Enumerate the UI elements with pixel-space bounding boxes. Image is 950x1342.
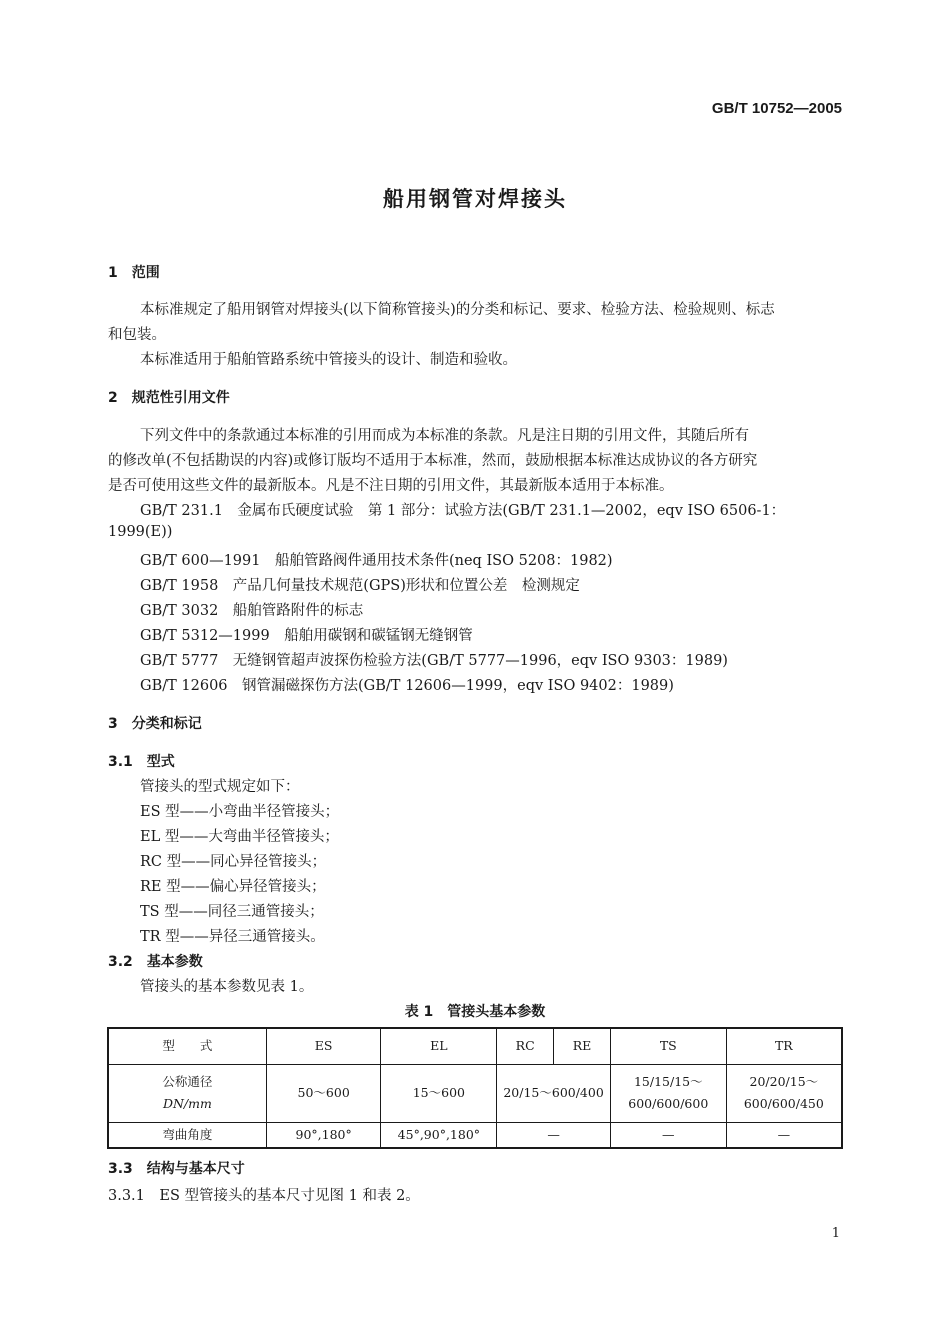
- section-3-1-heading: 3.1 型式: [108, 754, 175, 770]
- cell-angle-ts: —: [610, 1122, 726, 1148]
- type-item: TR 型——异径三通管接头。: [140, 929, 325, 945]
- type-item: RE 型——偏心异径管接头；: [140, 879, 326, 895]
- type-item: EL 型——大弯曲半径管接头；: [140, 829, 339, 845]
- reference-item: GB/T 5777 无缝钢管超声波探伤检验方法(GB/T 5777—1996，eqv ISO 9303：1989): [140, 653, 728, 669]
- section-2-intro-line-3: 是否可使用这些文件的最新版本。凡是不注日期的引用文件，其最新版本适用于本标准。: [108, 478, 674, 494]
- type-item: ES 型——小弯曲半径管接头；: [140, 804, 340, 820]
- type-item: TS 型——同径三通管接头；: [140, 904, 324, 920]
- page-number: 1: [831, 1226, 840, 1241]
- cell-dn-es: 50～600: [266, 1064, 381, 1122]
- header-tr: TR: [726, 1028, 842, 1064]
- header-el: EL: [381, 1028, 497, 1064]
- cell-dn-tr: [726, 1064, 842, 1122]
- reference-item: GB/T 600—1991 船舶管路阀件通用技术条件(neq ISO 5208：1982): [140, 553, 613, 569]
- reference-item: GB/T 1958 产品几何量技术规范(GPS)形状和位置公差 检测规定: [140, 578, 580, 594]
- reference-item: GB/T 231.1 金属布氏硬度试验 第 1 部分：试验方法(GB/T 231.1—2002，eqv ISO 6506-1：: [140, 503, 786, 519]
- cell-dn-ts-line-1: 15/15/15～: [633, 1074, 703, 1089]
- section-1-paragraph-2: 本标准适用于船舶管路系统中管接头的设计、制造和验收。: [140, 352, 517, 368]
- section-2-intro-line-1: 下列文件中的条款通过本标准的引用而成为本标准的条款。凡是注日期的引用文件，其随后所有: [140, 428, 749, 444]
- cell-angle-es: 90°,180°: [266, 1122, 381, 1148]
- row-label-dn-line-1: 公称通径: [162, 1074, 213, 1089]
- table-row-nominal-diameter: [108, 1064, 842, 1122]
- cell-dn-tr-line-2: 600/600/450: [743, 1096, 824, 1111]
- section-3-3-heading: 3.3 结构与基本尺寸: [108, 1161, 245, 1177]
- section-3-2-text: 管接头的基本参数见表 1。: [140, 979, 314, 995]
- row-label-dn-line-2: DN/mm: [162, 1096, 212, 1111]
- section-3-3-1-text: 3.3.1 ES 型管接头的基本尺寸见图 1 和表 2。: [108, 1188, 420, 1204]
- reference-item: GB/T 5312—1999 船舶用碳钢和碳锰钢无缝钢管: [140, 628, 473, 644]
- reference-item-cont: 1999(E)): [108, 524, 173, 540]
- cell-angle-rc-re: —: [497, 1122, 611, 1148]
- basic-parameters-table: [107, 1027, 843, 1149]
- cell-dn-ts-line-2: 600/600/600: [628, 1096, 709, 1111]
- table-header-row: [108, 1028, 842, 1064]
- cell-dn-ts: [610, 1064, 726, 1122]
- reference-item: GB/T 3032 船舶管路附件的标志: [140, 603, 364, 619]
- section-2-heading: 2 规范性引用文件: [108, 390, 230, 406]
- section-3-2-heading: 3.2 基本参数: [108, 954, 203, 970]
- header-rc: RC: [497, 1028, 554, 1064]
- header-ts: TS: [610, 1028, 726, 1064]
- cell-dn-tr-line-1: 20/20/15～: [749, 1074, 819, 1089]
- reference-item: GB/T 12606 钢管漏磁探伤方法(GB/T 12606—1999，eqv ISO 9402：1989): [140, 678, 674, 694]
- cell-angle-el: 45°,90°,180°: [381, 1122, 497, 1148]
- cell-dn-rc-re: 20/15～600/400: [497, 1064, 611, 1122]
- row-label-angle: 弯曲角度: [108, 1122, 266, 1148]
- section-3-heading: 3 分类和标记: [108, 716, 202, 732]
- section-1-paragraph-1: 本标准规定了船用钢管对焊接头(以下简称管接头)的分类和标记、要求、检验方法、检验规则、标志: [140, 302, 775, 318]
- table-row-bend-angle: [108, 1122, 842, 1148]
- type-item: RC 型——同心异径管接头；: [140, 854, 327, 870]
- section-1-paragraph-1-cont: 和包装。: [108, 327, 166, 343]
- cell-dn-el: 15～600: [381, 1064, 497, 1122]
- document-title: 船用钢管对焊接头: [383, 187, 567, 211]
- section-3-1-intro: 管接头的型式规定如下：: [140, 779, 300, 795]
- section-2-intro-line-2: 的修改单(不包括勘误的内容)或修订版均不适用于本标准，然而，鼓励根据本标准达成协议的各方研究: [108, 453, 758, 469]
- header-re: RE: [554, 1028, 611, 1064]
- standard-number: GB/T 10752—2005: [711, 100, 842, 117]
- header-es: ES: [266, 1028, 381, 1064]
- header-type: 型 式: [108, 1028, 266, 1064]
- table-1-caption: 表 1 管接头基本参数: [404, 1004, 546, 1020]
- section-1-heading: 1 范围: [108, 265, 160, 281]
- cell-angle-tr: —: [726, 1122, 842, 1148]
- row-label-dn: [108, 1064, 266, 1122]
